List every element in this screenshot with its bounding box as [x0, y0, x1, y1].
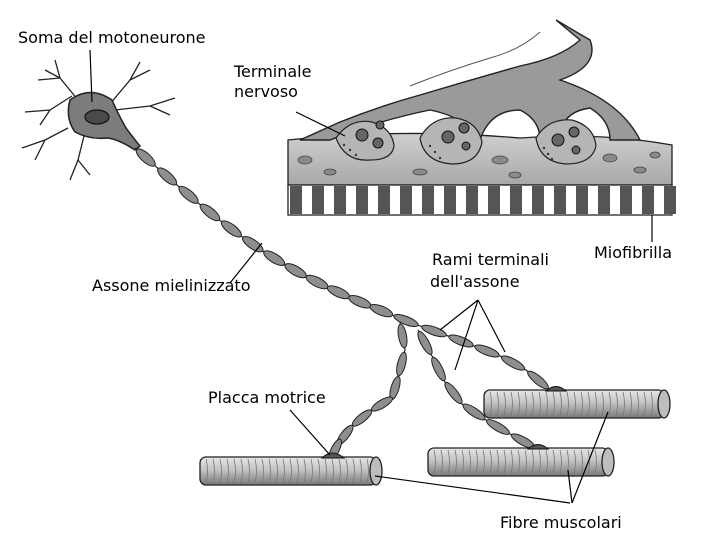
muscle-fiber-middle [428, 448, 614, 476]
nerve-terminal-inset [288, 20, 676, 215]
label-end-plate: Placca motrice [208, 388, 326, 407]
branch-to-upper-fiber [392, 312, 551, 391]
label-axon: Assone mielinizzato [92, 276, 251, 295]
muscle-fiber-right [484, 390, 670, 418]
nerve-terminal-body [300, 20, 640, 140]
label-terminal-line2: nervoso [234, 82, 298, 101]
label-soma: Soma del motoneurone [18, 28, 206, 47]
label-branches-line2: dell'assone [430, 272, 520, 291]
label-branches-line1: Rami terminali [432, 250, 549, 269]
branch-to-left-fiber [326, 322, 408, 463]
soma-nucleus [85, 110, 109, 124]
label-myofibril: Miofibrilla [594, 243, 672, 262]
label-terminal-line1: Terminale [234, 62, 312, 81]
muscle-fiber-left [200, 457, 382, 485]
label-muscle-fibers: Fibre muscolari [500, 513, 622, 532]
axon-terminal-branches [326, 312, 550, 462]
